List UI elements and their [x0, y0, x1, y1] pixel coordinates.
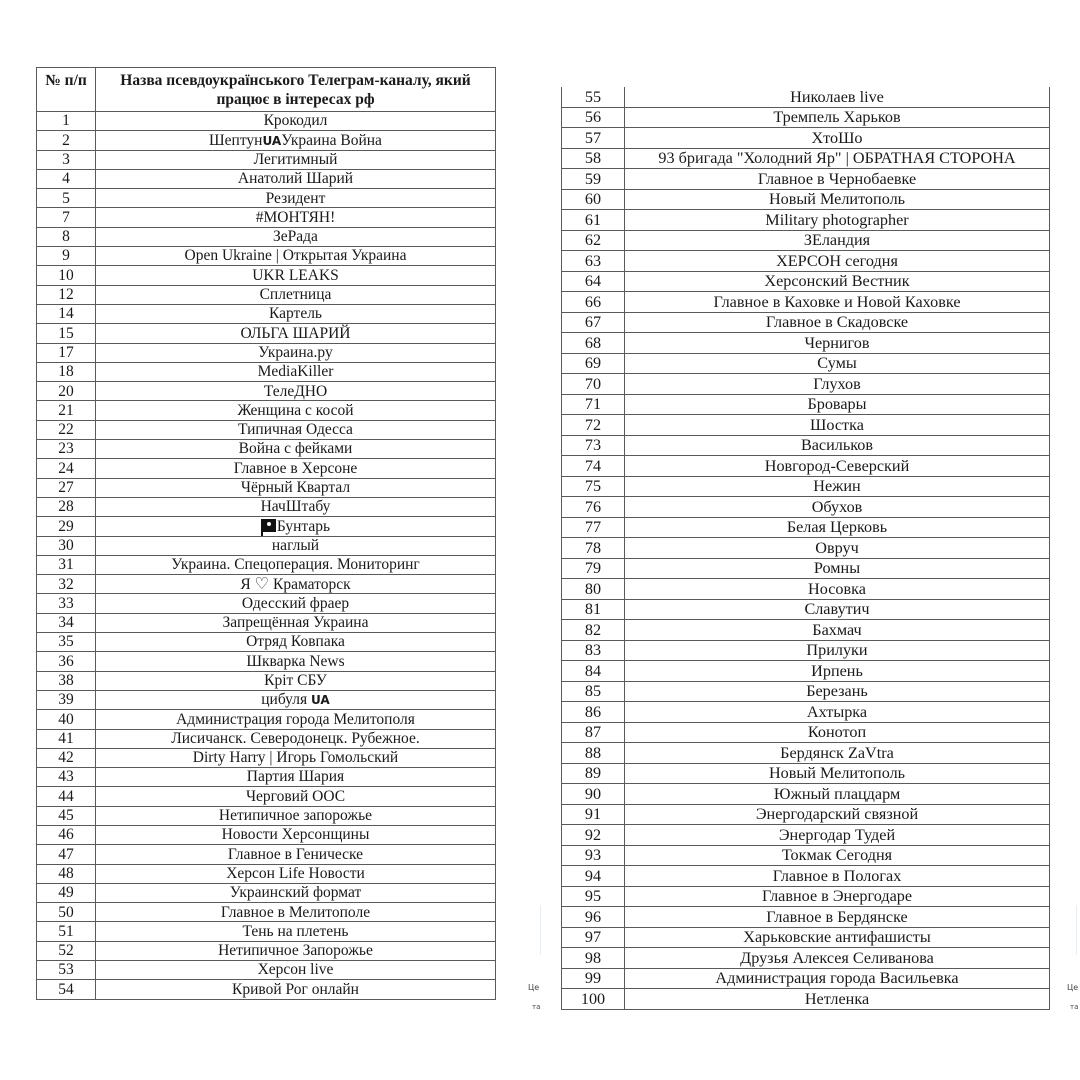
table-row — [37, 362, 496, 381]
row-number: 34 — [37, 613, 96, 632]
row-number: 75 — [562, 476, 625, 497]
row-number: 41 — [37, 729, 96, 748]
table-row — [562, 989, 1050, 1010]
table-row — [37, 324, 496, 343]
row-number: 20 — [37, 382, 96, 401]
scan-artifact — [540, 905, 541, 955]
table-row — [562, 148, 1050, 169]
channel-name: Славутич — [625, 599, 1050, 620]
row-number: 17 — [37, 343, 96, 362]
channel-name: Анатолий Шарий — [96, 169, 496, 188]
channel-name: Тень на плетень — [96, 922, 496, 941]
row-number: 76 — [562, 497, 625, 518]
row-number: 55 — [562, 87, 625, 107]
channel-name — [96, 517, 496, 536]
row-number: 10 — [37, 266, 96, 285]
row-number: 96 — [562, 907, 625, 928]
row-number: 46 — [37, 825, 96, 844]
table-row — [562, 866, 1050, 887]
channel-name: Одесский фраер — [96, 594, 496, 613]
table-row — [37, 131, 496, 150]
channel-name: Николаев live — [625, 87, 1050, 107]
channel-name: Сплетница — [96, 285, 496, 304]
table-row — [562, 620, 1050, 641]
table-row — [562, 517, 1050, 538]
channel-name: Главное в Мелитополе — [96, 903, 496, 922]
row-number: 40 — [37, 710, 96, 729]
row-number: 18 — [37, 362, 96, 381]
row-number: 68 — [562, 333, 625, 354]
table-row — [37, 710, 496, 729]
table-row — [562, 251, 1050, 272]
table-row — [37, 497, 496, 516]
channel-name: Бровары — [625, 394, 1050, 415]
row-number: 43 — [37, 768, 96, 787]
table-row — [37, 555, 496, 574]
channel-name: Партия Шария — [96, 768, 496, 787]
table-row — [562, 189, 1050, 210]
table-row — [562, 230, 1050, 251]
table-row — [562, 169, 1050, 190]
table-row — [562, 271, 1050, 292]
table-row — [37, 845, 496, 864]
table-row — [37, 536, 496, 555]
channel-name: НачШтабу — [96, 497, 496, 516]
table-row — [562, 538, 1050, 559]
channel-name: Новгород-Северский — [625, 456, 1050, 477]
side-note: та — [532, 1003, 541, 1011]
channel-name: Ахтырка — [625, 702, 1050, 723]
row-number: 39 — [37, 690, 96, 709]
row-number: 85 — [562, 681, 625, 702]
channel-name — [96, 131, 496, 150]
row-number: 67 — [562, 312, 625, 333]
channel-name: Токмак Сегодня — [625, 845, 1050, 866]
table-row — [562, 927, 1050, 948]
channel-name: Резидент — [96, 189, 496, 208]
channel-name: Сумы — [625, 353, 1050, 374]
row-number: 42 — [37, 748, 96, 767]
table-row — [37, 150, 496, 169]
pirate-flag-icon — [261, 519, 276, 532]
channel-name: Глухов — [625, 374, 1050, 395]
row-number: 14 — [37, 304, 96, 323]
channel-name: ХЕРСОН сегодня — [625, 251, 1050, 272]
channel-name: Шостка — [625, 415, 1050, 436]
row-number: 73 — [562, 435, 625, 456]
row-number: 1 — [37, 112, 96, 131]
channel-name: Кривой Рог онлайн — [96, 980, 496, 999]
table-row — [562, 579, 1050, 600]
channel-name: Нежин — [625, 476, 1050, 497]
row-number: 72 — [562, 415, 625, 436]
row-number: 21 — [37, 401, 96, 420]
row-number: 38 — [37, 671, 96, 690]
table-row — [562, 722, 1050, 743]
channel-name: ЗеРада — [96, 227, 496, 246]
table-row — [37, 690, 496, 709]
row-number: 98 — [562, 948, 625, 969]
channel-name: Южный плацдарм — [625, 784, 1050, 805]
channel-name: Легитимный — [96, 150, 496, 169]
table-row — [562, 599, 1050, 620]
channel-name-text: Я — [240, 576, 255, 594]
row-number: 78 — [562, 538, 625, 559]
row-number: 33 — [37, 594, 96, 613]
number-column-header: № п/п — [37, 68, 96, 112]
channel-name: ЗЕландия — [625, 230, 1050, 251]
row-number: 63 — [562, 251, 625, 272]
channel-name: Главное в Геническе — [96, 845, 496, 864]
table-row — [562, 907, 1050, 928]
table-row — [562, 312, 1050, 333]
table-row — [37, 825, 496, 844]
row-number: 2 — [37, 131, 96, 150]
channels-table-left — [36, 67, 496, 1000]
row-number: 29 — [37, 517, 96, 536]
table-row — [37, 594, 496, 613]
channel-name: Друзья Алексея Селиванова — [625, 948, 1050, 969]
table-row — [562, 333, 1050, 354]
table-row — [562, 825, 1050, 846]
side-note: Це — [1067, 983, 1079, 992]
channel-name: Чёрный Квартал — [96, 478, 496, 497]
table-row — [562, 845, 1050, 866]
channel-name: Женщина с косой — [96, 401, 496, 420]
table-row — [562, 886, 1050, 907]
channel-name: ОЛЬГА ШАРИЙ — [96, 324, 496, 343]
row-number: 5 — [37, 189, 96, 208]
left-table-body — [37, 112, 496, 1000]
row-number: 22 — [37, 420, 96, 439]
table-row — [37, 382, 496, 401]
table-row — [37, 729, 496, 748]
channel-name: UKR LEAKS — [96, 266, 496, 285]
table-row — [37, 208, 496, 227]
row-number: 59 — [562, 169, 625, 190]
channel-name: Главное в Энергодаре — [625, 886, 1050, 907]
row-number: 60 — [562, 189, 625, 210]
channel-name: Новости Херсонщины — [96, 825, 496, 844]
row-number: 94 — [562, 866, 625, 887]
channel-name: Война с фейками — [96, 440, 496, 459]
channel-name: Лисичанск. Северодонецк. Рубежное. — [96, 729, 496, 748]
channel-name: Херсонский Вестник — [625, 271, 1050, 292]
channel-name: наглый — [96, 536, 496, 555]
table-row — [37, 864, 496, 883]
channel-name: Новый Мелитополь — [625, 189, 1050, 210]
row-number: 81 — [562, 599, 625, 620]
table-row — [37, 671, 496, 690]
channel-name — [96, 575, 496, 594]
table-row — [37, 922, 496, 941]
channel-name: MediaKiller — [96, 362, 496, 381]
table-row — [562, 968, 1050, 989]
channel-name: Прилуки — [625, 640, 1050, 661]
channels-table-right — [561, 87, 1050, 1010]
side-note: Це — [528, 983, 540, 992]
row-number: 90 — [562, 784, 625, 805]
row-number: 97 — [562, 927, 625, 948]
row-number: 61 — [562, 210, 625, 231]
row-number: 83 — [562, 640, 625, 661]
table-row — [562, 435, 1050, 456]
heart-icon: ♡ — [254, 574, 270, 594]
channel-name: Запрещённая Украина — [96, 613, 496, 632]
channel-name: Open Ukraine | Открытая Украина — [96, 247, 496, 266]
row-number: 57 — [562, 128, 625, 149]
table-row — [37, 227, 496, 246]
row-number: 64 — [562, 271, 625, 292]
channel-name-text: Бунтарь — [276, 517, 331, 535]
table-row — [562, 107, 1050, 128]
table-row — [37, 748, 496, 767]
row-number: 36 — [37, 652, 96, 671]
table-row — [37, 343, 496, 362]
channel-name: Dirty Harry | Игорь Гомольский — [96, 748, 496, 767]
table-row — [37, 247, 496, 266]
table-row — [37, 941, 496, 960]
table-row — [562, 374, 1050, 395]
channel-name: Чернигов — [625, 333, 1050, 354]
right-table-body — [562, 87, 1050, 1009]
row-number: 80 — [562, 579, 625, 600]
scan-artifact — [1076, 905, 1077, 955]
row-number: 62 — [562, 230, 625, 251]
row-number: 23 — [37, 440, 96, 459]
channel-name: ТелеДНО — [96, 382, 496, 401]
table-row — [562, 661, 1050, 682]
channel-name: Шкварка News — [96, 652, 496, 671]
channel-name-text: Краматорск — [269, 576, 351, 594]
channel-name: Нетипичное запорожье — [96, 806, 496, 825]
row-number: 70 — [562, 374, 625, 395]
row-number: 44 — [37, 787, 96, 806]
channel-name: #МОНТЯН! — [96, 208, 496, 227]
channel-name: Администрация города Мелитополя — [96, 710, 496, 729]
channel-name: Украина. Спецоперация. Мониторинг — [96, 555, 496, 574]
table-row — [37, 961, 496, 980]
row-number: 56 — [562, 107, 625, 128]
channel-name: Главное в Чернобаевке — [625, 169, 1050, 190]
channel-name — [96, 690, 496, 709]
channel-name-text: Украина Война — [281, 131, 382, 149]
row-number: 15 — [37, 324, 96, 343]
row-number: 79 — [562, 558, 625, 579]
table-row — [37, 652, 496, 671]
table-header-row — [37, 68, 496, 112]
table-row — [37, 883, 496, 902]
table-row — [37, 401, 496, 420]
channel-name: Энергодар Тудей — [625, 825, 1050, 846]
table-row — [37, 517, 496, 536]
row-number: 71 — [562, 394, 625, 415]
table-row — [562, 353, 1050, 374]
channel-name: Украина.ру — [96, 343, 496, 362]
table-row — [37, 787, 496, 806]
table-row — [562, 87, 1050, 107]
table-row — [562, 128, 1050, 149]
row-number: 47 — [37, 845, 96, 864]
table-row — [37, 112, 496, 131]
row-number: 88 — [562, 743, 625, 764]
table-row — [562, 743, 1050, 764]
table-row — [562, 415, 1050, 436]
row-number: 3 — [37, 150, 96, 169]
ua-glyph: UA — [262, 133, 282, 148]
channel-name: Тремпель Харьков — [625, 107, 1050, 128]
table-row — [562, 804, 1050, 825]
table-row — [562, 210, 1050, 231]
table-row — [562, 784, 1050, 805]
channel-name: Украинский формат — [96, 883, 496, 902]
channel-name: Овруч — [625, 538, 1050, 559]
channel-name: ХтоШо — [625, 128, 1050, 149]
row-number: 35 — [37, 633, 96, 652]
row-number: 92 — [562, 825, 625, 846]
table-row — [37, 304, 496, 323]
channel-name: Березань — [625, 681, 1050, 702]
channel-name: Черговий ООС — [96, 787, 496, 806]
table-row — [37, 266, 496, 285]
channel-name: Обухов — [625, 497, 1050, 518]
table-row — [37, 980, 496, 999]
row-number: 99 — [562, 968, 625, 989]
side-note: та — [1070, 1003, 1079, 1011]
channel-name: Кріт СБУ — [96, 671, 496, 690]
table-row — [37, 285, 496, 304]
channel-name: Херсон live — [96, 961, 496, 980]
row-number: 82 — [562, 620, 625, 641]
channel-name: Главное в Бердянске — [625, 907, 1050, 928]
name-column-header: Назва псевдоукраїнського Телеграм-каналу, який працює в інтересах рф — [96, 68, 496, 112]
channel-name: Главное в Пологах — [625, 866, 1050, 887]
row-number: 58 — [562, 148, 625, 169]
channel-name: Нетленка — [625, 989, 1050, 1010]
channel-name-text: Шептун — [209, 131, 263, 149]
table-row — [562, 394, 1050, 415]
row-number: 51 — [37, 922, 96, 941]
row-number: 93 — [562, 845, 625, 866]
ua-glyph: UA — [310, 693, 330, 708]
channel-name: Херсон Life Новости — [96, 864, 496, 883]
table-row — [562, 640, 1050, 661]
channel-name: Носовка — [625, 579, 1050, 600]
channel-name: Администрация города Васильевка — [625, 968, 1050, 989]
row-number: 53 — [37, 961, 96, 980]
table-row — [562, 948, 1050, 969]
channel-name: Энергодарский связной — [625, 804, 1050, 825]
channel-name: Новый Мелитополь — [625, 763, 1050, 784]
channel-name: Нетипичное Запорожье — [96, 941, 496, 960]
table-row — [37, 768, 496, 787]
row-number: 7 — [37, 208, 96, 227]
row-number: 84 — [562, 661, 625, 682]
row-number: 8 — [37, 227, 96, 246]
row-number: 50 — [37, 903, 96, 922]
channel-name: Крокодил — [96, 112, 496, 131]
channel-name: 93 бригада "Холодний Яр" | ОБРАТНАЯ СТОРОНА — [625, 148, 1050, 169]
table-row — [562, 497, 1050, 518]
table-row — [562, 681, 1050, 702]
row-number: 27 — [37, 478, 96, 497]
table-row — [37, 169, 496, 188]
channel-name: Отряд Ковпака — [96, 633, 496, 652]
row-number: 9 — [37, 247, 96, 266]
channel-name: Типичная Одесса — [96, 420, 496, 439]
row-number: 77 — [562, 517, 625, 538]
table-row — [37, 613, 496, 632]
channel-name: Картель — [96, 304, 496, 323]
row-number: 91 — [562, 804, 625, 825]
table-row — [562, 763, 1050, 784]
row-number: 49 — [37, 883, 96, 902]
channel-name: Конотоп — [625, 722, 1050, 743]
table-row — [37, 478, 496, 497]
channel-name: Ромны — [625, 558, 1050, 579]
row-number: 95 — [562, 886, 625, 907]
row-number: 4 — [37, 169, 96, 188]
table-row — [37, 903, 496, 922]
row-number: 54 — [37, 980, 96, 999]
table-row — [562, 476, 1050, 497]
row-number: 69 — [562, 353, 625, 374]
channel-name: Белая Церковь — [625, 517, 1050, 538]
channel-name: Бердянск ZaVtra — [625, 743, 1050, 764]
row-number: 30 — [37, 536, 96, 555]
channel-name: Харьковские антифашисты — [625, 927, 1050, 948]
table-row — [37, 459, 496, 478]
table-row — [37, 806, 496, 825]
row-number: 12 — [37, 285, 96, 304]
row-number: 87 — [562, 722, 625, 743]
channel-name: Главное в Каховке и Новой Каховке — [625, 292, 1050, 313]
channel-name-text: цибуля — [261, 691, 311, 709]
table-row — [37, 575, 496, 594]
row-number: 31 — [37, 555, 96, 574]
table-row — [562, 702, 1050, 723]
channel-name: Ирпень — [625, 661, 1050, 682]
row-number: 74 — [562, 456, 625, 477]
row-number: 28 — [37, 497, 96, 516]
table-row — [37, 440, 496, 459]
row-number: 48 — [37, 864, 96, 883]
row-number: 89 — [562, 763, 625, 784]
channel-name: Главное в Херсоне — [96, 459, 496, 478]
row-number: 86 — [562, 702, 625, 723]
channel-name: Главное в Скадовске — [625, 312, 1050, 333]
row-number: 24 — [37, 459, 96, 478]
table-row — [37, 420, 496, 439]
table-row — [562, 292, 1050, 313]
row-number: 32 — [37, 575, 96, 594]
row-number: 45 — [37, 806, 96, 825]
channel-name: Бахмач — [625, 620, 1050, 641]
channel-name: Васильков — [625, 435, 1050, 456]
row-number: 100 — [562, 989, 625, 1010]
table-row — [562, 456, 1050, 477]
table-row — [37, 633, 496, 652]
row-number: 66 — [562, 292, 625, 313]
table-row — [562, 558, 1050, 579]
row-number: 52 — [37, 941, 96, 960]
channel-name: Military photographer — [625, 210, 1050, 231]
table-row — [37, 189, 496, 208]
